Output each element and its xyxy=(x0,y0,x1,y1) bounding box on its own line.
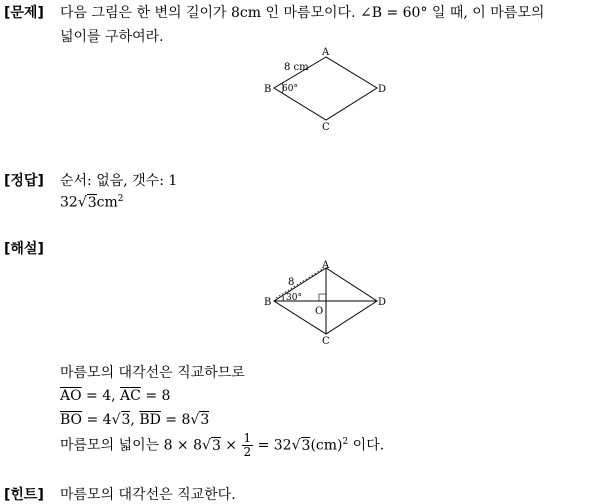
solution-line4: 마름모의 넓이는 8 × 8√3 × $\frac{1}{2}$ = 32√3(cm)$^2$ 이다. xyxy=(60,432,384,459)
vertex-b: B xyxy=(264,84,271,95)
vertex-b-2: B xyxy=(264,297,271,308)
problem-text-line1: 다음 그림은 한 변의 길이가 8cm 인 마름모이다. ∠B = 60° 일 때, 이 마름모의 xyxy=(60,2,544,22)
side-length-label: 8 cm xyxy=(284,62,309,73)
vertex-d-2: D xyxy=(378,297,386,308)
right-angle-mark xyxy=(319,294,326,301)
angle-label-2: 30° xyxy=(286,293,302,303)
angle-label: 60° xyxy=(282,84,298,94)
answer-order: 순서: 없음, 갯수: 1 xyxy=(60,170,177,190)
vertex-c: C xyxy=(322,122,330,133)
vertex-c-2: C xyxy=(322,336,330,347)
solution-line3: $\overline{BO} = 4√3$, $\overline{BD} = 8√3$ xyxy=(60,412,209,428)
problem-text-line2: 넓이를 구하여라. xyxy=(60,26,164,46)
solution-label: [해설] xyxy=(4,238,44,258)
rhombus-figure xyxy=(262,44,392,136)
answer-label: [정답] xyxy=(4,170,44,190)
rhombus-diagonal-figure xyxy=(262,260,392,352)
vertex-o: O xyxy=(315,306,323,317)
solution-line1: 마름모의 대각선은 직교하므로 xyxy=(60,362,245,382)
side-label-2: 8 xyxy=(288,277,294,288)
answer-value: $32√3cm^2$ xyxy=(60,194,124,211)
problem-label: [문제] xyxy=(4,2,44,22)
vertex-d: D xyxy=(378,84,386,95)
fraction-half: $\frac{1}{2}$ xyxy=(242,432,254,459)
vertex-a-2: A xyxy=(321,260,330,271)
solution-line2: $\overline{AO} = 4$, $\overline{AC} = 8$ xyxy=(60,388,170,404)
hint-text: 마름모의 대각선은 직교한다. xyxy=(60,484,236,504)
vertex-a: A xyxy=(321,47,330,58)
hint-label: [힌트] xyxy=(4,484,44,504)
